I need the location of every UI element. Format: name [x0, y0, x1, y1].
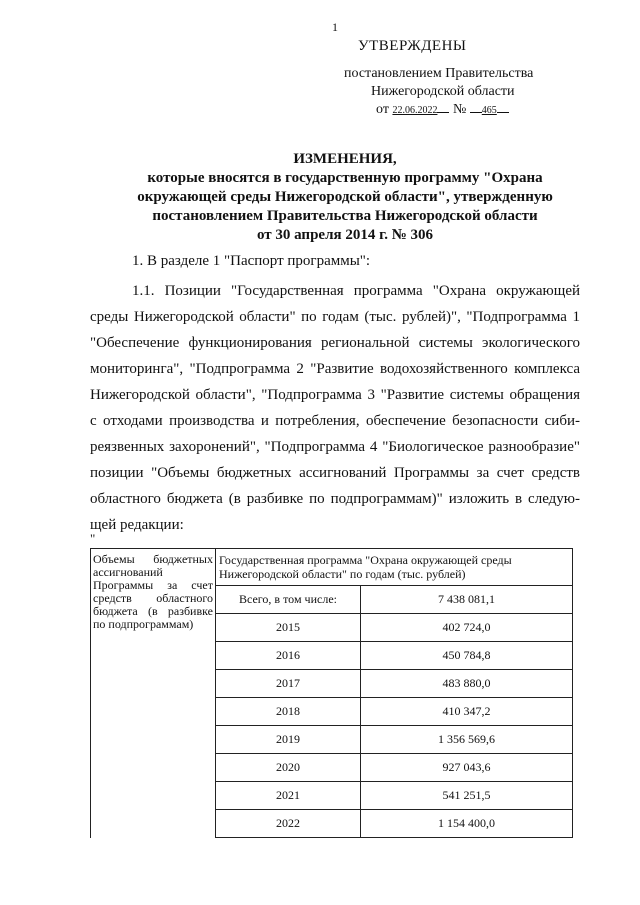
document-title: [90, 150, 600, 245]
paragraph-1: 1. В разделе 1 "Паспорт программы":: [132, 253, 371, 269]
row-label: 2017: [216, 670, 361, 698]
date-prefix: от: [376, 102, 389, 117]
row-value: 1 154 400,0: [361, 810, 573, 838]
row-label: 2016: [216, 642, 361, 670]
row-label: 2019: [216, 726, 361, 754]
paragraph-line: позиции "Объемы бюджетных ассигнований Программы за счет средств: [90, 465, 580, 481]
row-label: 2022: [216, 810, 361, 838]
row-label: 2020: [216, 754, 361, 782]
title-line-2: которые вносятся в государственную программу "Охрана: [147, 170, 543, 186]
row-value: 541 251,5: [361, 782, 573, 810]
paragraph-1-1: [90, 278, 580, 538]
row-value: 927 043,6: [361, 754, 573, 782]
row-label: Всего, в том числе:: [216, 586, 361, 614]
title-line-5: от 30 апреля 2014 г. № 306: [256, 227, 434, 243]
title-line-3: окружающей среды Нижегородской области", утвержденную: [137, 189, 553, 205]
approval-line-1: постановлением Правительства: [344, 66, 534, 81]
budget-table: [90, 548, 573, 838]
number-underline-left: [470, 102, 482, 113]
paragraph-line: "Обеспечение функционирования региональной системы экологического: [90, 335, 580, 351]
number-underline-right: [497, 102, 509, 113]
paragraph-line: областного бюджета (в разбивке по подпрограммам)" изложить в следую-: [90, 491, 580, 507]
row-label: 2018: [216, 698, 361, 726]
decree-date: 22.06.2022: [392, 105, 438, 116]
title-line-4: постановлением Правительства Нижегородской области: [152, 208, 538, 224]
row-value: 7 438 081,1: [361, 586, 573, 614]
decree-number: 465: [481, 105, 497, 116]
quote-mark: ": [90, 531, 96, 546]
approval-date-line: [376, 102, 640, 118]
row-value: 410 347,2: [361, 698, 573, 726]
row-label: 2021: [216, 782, 361, 810]
table-header-cell: Государственная программа "Охрана окружающей среды Нижегородской области" по годам (тыс. рублей): [216, 549, 573, 586]
row-label: 2015: [216, 614, 361, 642]
page-number: 1: [332, 20, 338, 34]
approval-heading: УТВЕРЖДЕНЫ: [358, 38, 467, 54]
row-value: 450 784,8: [361, 642, 573, 670]
row-value: 1 356 569,6: [361, 726, 573, 754]
paragraph-line: щей редакции:: [90, 517, 184, 533]
number-prefix: №: [452, 102, 467, 117]
paragraph-line: реязвенных захоронений", "Подпрограмма 4 "Биологическое разнообразие": [90, 439, 580, 455]
title-line-1: ИЗМЕНЕНИЯ,: [293, 151, 397, 167]
paragraph-line: 1.1. Позиции "Государственная программа "Охрана окружающей: [132, 283, 580, 299]
date-underline: [437, 102, 449, 113]
row-value: 402 724,0: [361, 614, 573, 642]
budget-label-cell: Объемы бюджетных ассигнований Программы за счет средств областного бюджета (в разбивке по подпрограммам): [91, 549, 216, 838]
paragraph-line: Нижегородской области", "Подпрограмма 3 "Развитие системы обращения: [90, 387, 580, 403]
approval-line-2: Нижегородской области: [371, 84, 515, 99]
row-value: 483 880,0: [361, 670, 573, 698]
paragraph-line: с отходами производства и потребления, обеспечение безопасности сиби-: [90, 413, 580, 429]
paragraph-line: мониторинга", "Подпрограмма 2 "Развитие водохозяйственного комплекса: [90, 361, 580, 377]
paragraph-line: среды Нижегородской области" по годам (тыс. рублей)", "Подпрограмма 1: [90, 309, 580, 325]
